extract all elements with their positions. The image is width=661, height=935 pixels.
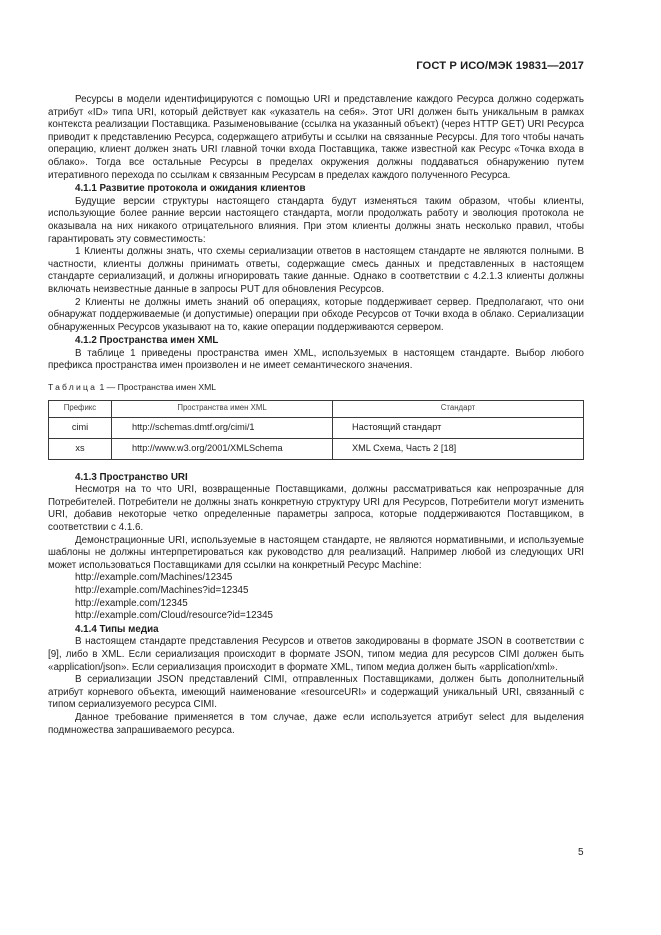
cell-prefix: cimi	[49, 417, 112, 438]
cell-prefix: xs	[49, 438, 112, 459]
table-caption-label: Таблица	[48, 382, 98, 393]
paragraph: Будущие версии структуры настоящего стандарта будут изменяться таким образом, чтобы клиенты, использующие более ранние версии настоящего стандарта, могли продолжать работу и эволюция протокола не оказывала на них никакого отрицательного влияния. При этом клиенты должны знать несколько правил, чтобы гарантировать эту совместимость:	[48, 195, 584, 245]
paragraph: Демонстрационные URI, используемые в настоящем стандарте, не являются нормативными, и используемые шаблоны не должны интерпретироваться как руководство для реализаций. Например любой из следующих URI может использоваться Поставщиками для ссылки на конкретный Ресурс Machine:	[48, 534, 584, 571]
example-uri: http://example.com/12345	[75, 597, 188, 609]
table-header-row	[49, 400, 584, 417]
table-row	[49, 438, 584, 459]
header-prefix: Префикс	[49, 400, 112, 417]
page-content	[48, 94, 584, 737]
page-number: 5	[578, 847, 584, 858]
section-heading-4-1-2: 4.1.2 Пространства имен XML	[75, 335, 219, 347]
document-header: ГОСТ Р ИСО/МЭК 19831—2017	[416, 60, 584, 72]
example-uri: http://example.com/Machines/12345	[75, 572, 233, 584]
section-heading-4-1-1: 4.1.1 Развитие протокола и ожидания клиентов	[75, 183, 306, 195]
paragraph: 2 Клиенты не должны иметь знаний об операциях, которые поддерживает сервер. Предполагают, что они обнаружат поддерживаемые (и допустимые) операции при обходе Ресурсов от Точки входа в облако. Сериализации обнаруженных Ресурсов указывают на то, какие операции поддерживаются сервером.	[48, 296, 584, 333]
paragraph: 1 Клиенты должны знать, что схемы сериализации ответов в настоящем стандарте не являются полными. В частности, клиенты должны принимать ответы, содержащие смесь данных и представленных в настоящем стандарте сериализаций, и должны игнорировать такие данные. Однако в соответствии с 4.2.1.3 клиенты должны включать неизвестные данные в запросы PUT для обновления Ресурсов.	[48, 246, 584, 295]
intro-paragraph: Ресурсы в модели идентифицируются с помощью URI и представление каждого Ресурса должно содержать атрибут «ID» типа URI, который действует как «указатель на себя». Этот URI должен быть уникальным в рамках контекста реализации Поставщика. Разыменовывание (ссылка на указанный объект) (через HTTP GET) URI Ресурса приводит к представлению Ресурса, содержащего атрибуты и ссылки на связанные Ресурсы. Для того чтобы начать операцию, клиент должен знать URI главной точки входа Поставщика, также известной как Ресурс «Точка входа в облако». Тогда все остальные Ресурсы в пределах окружения должны поддаваться обнаружению путем итеративного перехода по ссылкам к связанным Ресурсам в пределах каждого полученного Ресурса.	[48, 94, 584, 181]
paragraph: Несмотря на то что URI, возвращенные Поставщиками, должны рассматриваться как непрозрачные для Потребителей. Потребители не должны знать конкретную структуру URI для Ресурсов, Потребители могут изменить URI, добавив некоторые четко определенные параметры запроса, которые поддерживаются Поставщиком, в соответствии с 4.1.6.	[48, 484, 584, 534]
cell-namespace: http://www.w3.org/2001/XMLSchema	[112, 438, 333, 459]
paragraph: В сериализации JSON представлений CIMI, отправленных Поставщиками, должен быть дополнительный атрибут корневого объекта, имеющий наименование «resourceURI» и содержащий уникальный URI, связанный с типом сериализуемого ресурса CIMI.	[48, 674, 584, 711]
cell-standard: XML Схема, Часть 2 [18]	[333, 438, 584, 459]
cell-namespace: http://schemas.dmtf.org/cimi/1	[112, 417, 333, 438]
example-uri: http://example.com/Machines?id=12345	[75, 585, 249, 596]
table-caption-text: 1 — Пространства имен XML	[97, 382, 217, 393]
section-heading-4-1-4: 4.1.4 Типы медиа	[75, 623, 159, 635]
namespaces-table	[48, 400, 584, 460]
header-standard: Стандарт	[333, 400, 584, 417]
table-caption	[48, 381, 584, 394]
example-uri: http://example.com/Cloud/resource?id=12345	[75, 610, 273, 622]
paragraph: В таблице 1 приведены пространства имен XML, используемых в настоящем стандарте. Выбор любого префикса пространства имен произволен и не имеет семантического значения.	[48, 347, 584, 372]
table-row	[49, 417, 584, 438]
section-heading-4-1-3: 4.1.3 Пространство URI	[75, 471, 188, 483]
paragraph: Данное требование применяется в том случае, даже если используется атрибут select для выделения подмножества запрашиваемого ресурса.	[48, 711, 584, 736]
cell-standard: Настоящий стандарт	[333, 417, 584, 438]
header-namespace: Пространства имен XML	[112, 400, 333, 417]
paragraph: В настоящем стандарте представления Ресурсов и ответов закодированы в формате JSON в соответствии с [9], либо в XML. Если сериализация происходит в формате JSON, типом медиа для ресурсов CIMI должен быть «application/json». Если сериализация происходит в формате XML, типом медиа должен быть «application/xml».	[48, 636, 584, 673]
